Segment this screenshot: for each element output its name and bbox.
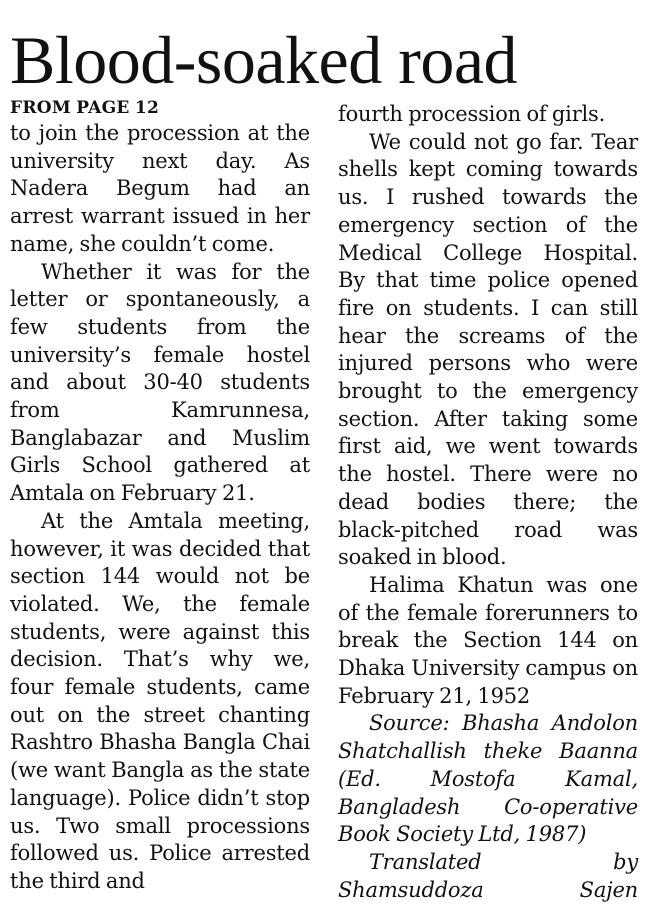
article-paragraph: to join the procession at the university next day. As Nadera Begum had an arrest warrant issued in her name, she couldn’t come.	[10, 121, 310, 256]
headline: Blood-soaked road	[10, 22, 518, 98]
article-column-right	[338, 101, 638, 904]
article-paragraph: We could not go far. Tear shells kept coming towards us. I rushed towards the emergency section of the Medical College Hospital. By that time police opened fire on students. I can still hear the screams of the injured persons who were brought to the emergency section. After taking some first aid, we went towards the hostel. There were no dead bodies there; the black-pitched road was soaked in blood.	[338, 129, 638, 570]
jump-label[interactable]: FROM PAGE 12	[10, 98, 160, 118]
article-column-left	[10, 98, 310, 896]
article-paragraph: Whether it was for the letter or spontaneously, a few students from the university’s female hostel and about 30-40 students from Kamrunnesa, Banglabazar and Muslim Girls School gathered at Amtala on February 21.	[10, 259, 310, 506]
source-note: Source: Bhasha Andolon Shatchallish theke Baanna (Ed. Mostofa Kamal, Bangladesh Co-operative Book Society Ltd, 1987)	[338, 711, 638, 847]
article-paragraph: fourth procession of girls.	[338, 102, 606, 126]
article-paragraph: At the Amtala meeting, however, it was decided that section 144 would not be violated. We, the female students, were against this decision. That’s why we, four female students, came out on the street chanting Rashtro Bhasha Bangla Chai (we want Bangla as the state language). Police didn’t stop us. Two small processions followed us. Police arrested the third and	[10, 508, 310, 893]
translator-credit: Translated by Shamsuddoza Sajen	[338, 849, 638, 902]
author-bio: Halima Khatun was one of the female forerunners to break the Section 144 on Dhaka University campus on February 21, 1952	[338, 572, 638, 708]
